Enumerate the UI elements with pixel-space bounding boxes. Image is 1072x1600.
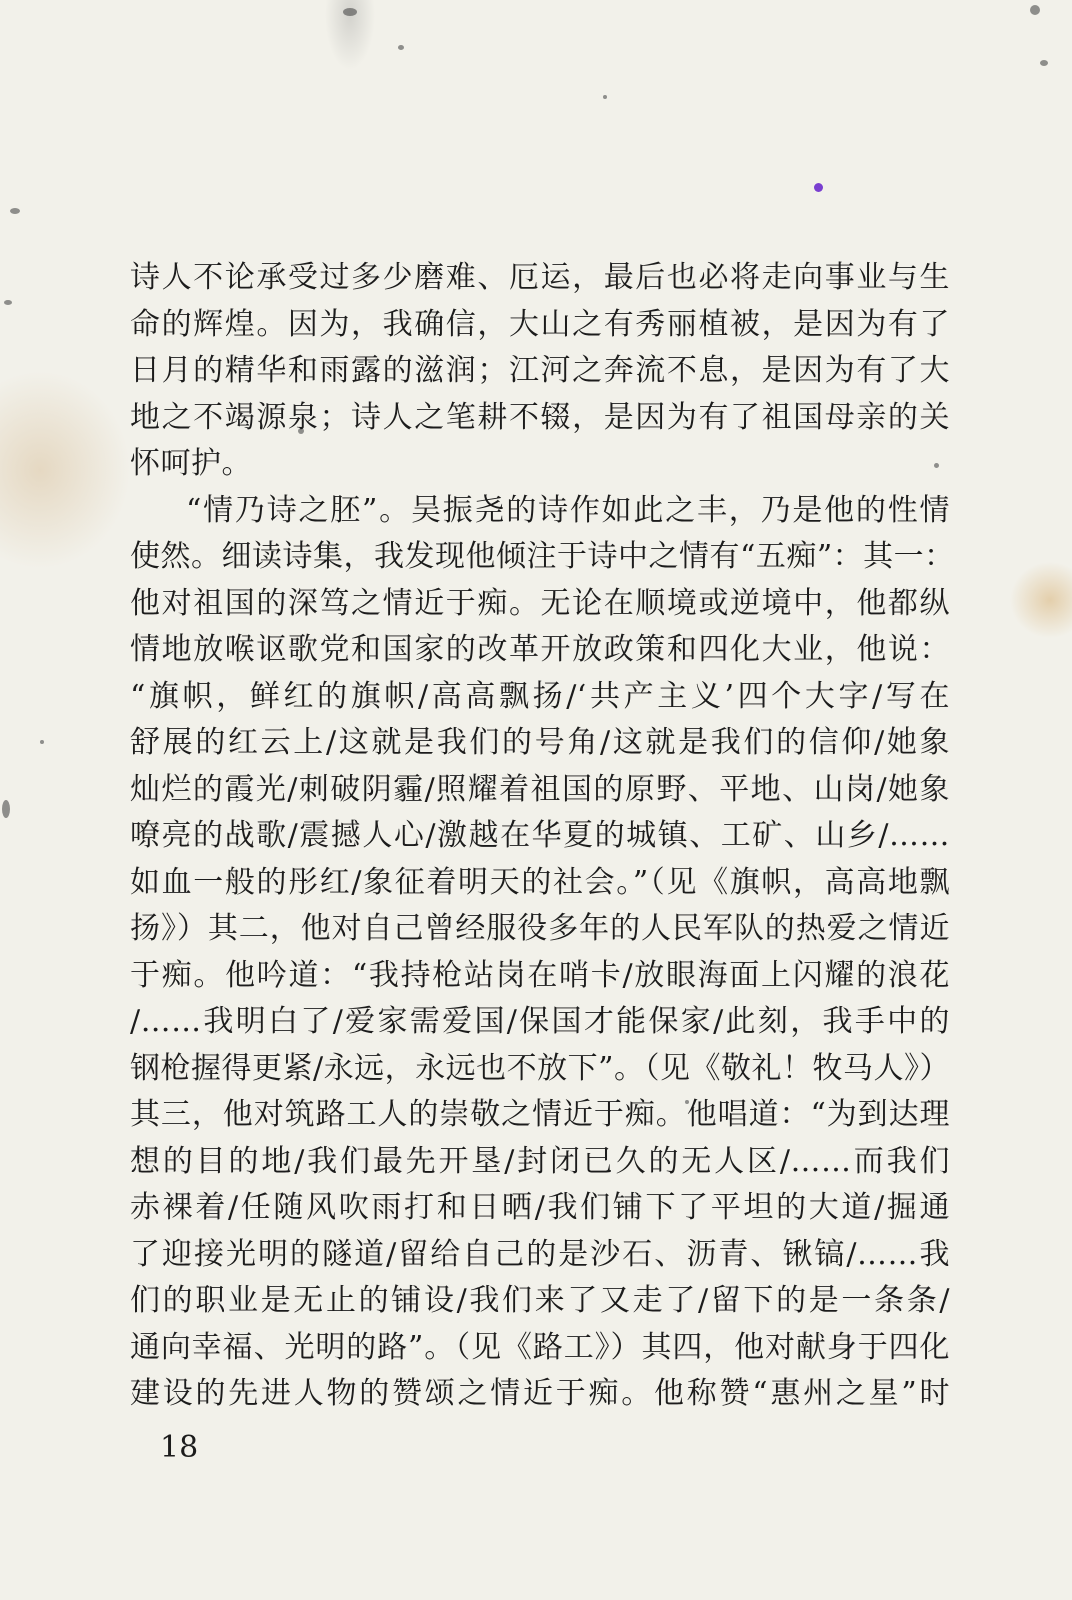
dust-speck	[1040, 60, 1048, 66]
text-line: 通向幸福、光明的路”。（见《路工》）其四，他对献身于四化	[130, 1329, 950, 1365]
text-line: 于痴。他吟道：“我持枪站岗在哨卡/放眼海面上闪耀的浪花	[130, 957, 950, 993]
text-line: 诗人不论承受过多少磨难、厄运，最后也必将走向事业与生	[130, 260, 950, 295]
dust-speck	[603, 95, 607, 99]
dust-speck	[4, 300, 12, 305]
text-line: 使然。细读诗集，我发现他倾注于诗中之情有“五痴”：其一：	[130, 539, 955, 574]
text-line: 嘹亮的战歌/震撼人心/激越在华夏的城镇、工矿、山乡/……	[130, 818, 950, 853]
text-line: 想的目的地/我们最先开垦/封闭已久的无人区/……而我们	[130, 1143, 950, 1179]
dust-speck	[40, 740, 44, 744]
text-line: 情地放喉讴歌党和国家的改革开放政策和四化大业，他说：	[130, 632, 950, 667]
dust-speck	[10, 208, 20, 214]
text-line: /……我明白了/爱家需爱国/保国才能保家/此刻，我手中的	[130, 1004, 950, 1039]
page-number: 18	[160, 1430, 199, 1465]
text-line: 怀呵护。	[130, 446, 252, 481]
text-line: 地之不竭源泉；诗人之笔耕不辍，是因为有了祖国母亲的关	[130, 399, 950, 435]
text-line: 命的辉煌。因为，我确信，大山之有秀丽植被，是因为有了	[130, 306, 950, 342]
text-line: 其三，他对筑路工人的崇敬之情近于痴。他唱道：“为到达理	[130, 1097, 950, 1132]
dust-speck	[1030, 5, 1040, 15]
ink-speck	[814, 183, 823, 192]
body-text	[130, 255, 955, 1418]
text-line: “情乃诗之胚”。吴振尧的诗作如此之丰，乃是他的性情	[186, 492, 950, 528]
text-line: 扬》）其二，他对自己曾经服役多年的人民军队的热爱之情近	[130, 911, 950, 946]
text-line: 灿烂的霞光/刺破阴霾/照耀着祖国的原野、平地、山岗/她象	[130, 771, 950, 807]
dust-speck	[398, 45, 404, 50]
text-line: 日月的精华和雨露的滋润；江河之奔流不息，是因为有了大	[130, 353, 950, 388]
text-line: “旗帜，鲜红的旗帜/高高飘扬/‘共产主义’四个大字/写在	[130, 678, 950, 714]
dust-speck	[2, 800, 10, 818]
text-line: 他对祖国的深笃之情近于痴。无论在顺境或逆境中，他都纵	[130, 585, 950, 621]
text-line: 建设的先进人物的赞颂之情近于痴。他称赞“惠州之星”时	[130, 1376, 950, 1411]
text-line: 如血一般的彤红/象征着明天的社会。”（见《旗帜，高高地飘	[130, 864, 950, 900]
dust-speck	[343, 8, 357, 16]
text-line: 了迎接光明的隧道/留给自己的是沙石、沥青、锹镐/……我	[130, 1236, 950, 1272]
text-line: 舒展的红云上/这就是我们的号角/这就是我们的信仰/她象	[130, 725, 950, 760]
text-line: 赤裸着/任随风吹雨打和日晒/我们铺下了平坦的大道/掘通	[130, 1190, 950, 1225]
text-line: 们的职业是无止的铺设/我们来了又走了/留下的是一条条/	[130, 1283, 950, 1318]
text-line: 钢枪握得更紧/永远，永远也不放下”。（见《敬礼！牧马人》）	[130, 1050, 950, 1086]
